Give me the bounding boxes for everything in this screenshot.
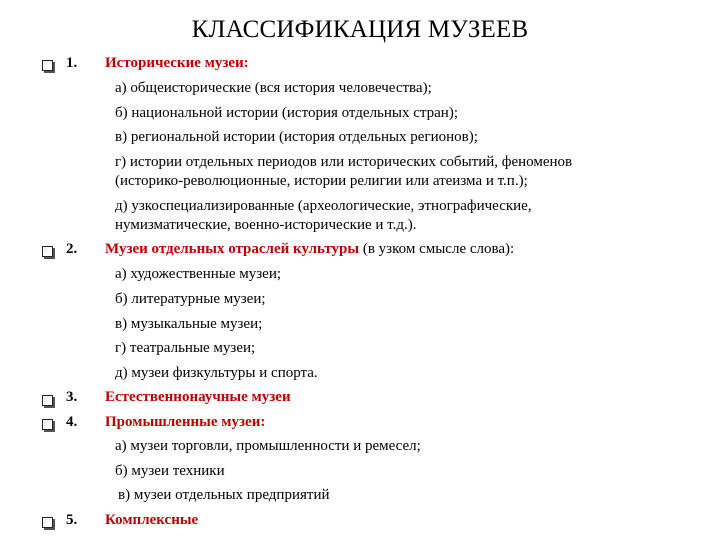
- list-item: г) истории отдельных периодов или исторических событий, феноменов: [115, 154, 573, 170]
- item-number: 1.: [66, 55, 78, 71]
- list-item: г) театральные музеи;: [115, 340, 256, 356]
- page-title: КЛАССИФИКАЦИЯ МУЗЕЕВ: [191, 16, 529, 43]
- checkbox-bullet-icon: [42, 60, 53, 71]
- section-heading: Естественнонаучные музеи: [105, 389, 291, 405]
- list-item: б) музеи техники: [115, 463, 225, 479]
- item-number: 2.: [66, 241, 78, 257]
- section-heading: Комплексные: [105, 512, 199, 528]
- checkbox-bullet-icon: [42, 517, 53, 528]
- section-heading: Исторические музеи:: [105, 55, 249, 71]
- item-number: 5.: [66, 512, 78, 528]
- list-item: а) общеисторические (вся история человечества);: [115, 80, 432, 96]
- checkbox-bullet-icon: [42, 395, 53, 406]
- list-item: нумизматические, военно-исторические и т.д.).: [115, 217, 417, 233]
- section-heading: Музеи отдельных отраслей культуры: [105, 241, 360, 257]
- section-heading: Промышленные музеи:: [105, 414, 266, 430]
- list-item: д) узкоспециализированные (археологические, этнографические,: [115, 198, 532, 214]
- list-item: б) литературные музеи;: [115, 291, 266, 307]
- list-item: д) музеи физкультуры и спорта.: [115, 365, 318, 381]
- list-item: в) региональной истории (история отдельных регионов);: [115, 129, 478, 145]
- checkbox-bullet-icon: [42, 246, 53, 257]
- list-item: б) национальной истории (история отдельных стран);: [115, 105, 459, 121]
- list-item: в) музыкальные музеи;: [115, 316, 263, 332]
- list-item: в) музеи отдельных предприятий: [118, 487, 330, 503]
- item-number: 4.: [66, 414, 78, 430]
- list-item: а) музеи торговли, промышленности и ремесел;: [115, 438, 421, 454]
- checkbox-bullet-icon: [42, 419, 53, 430]
- item-number: 3.: [66, 389, 78, 405]
- list-item: а) художественные музеи;: [115, 266, 282, 282]
- list-item: (историко-революционные, истории религии или атеизма и т.п.);: [115, 173, 528, 189]
- section-heading-suffix: (в узком смысле слова):: [359, 241, 515, 257]
- section-heading-row: [105, 241, 514, 258]
